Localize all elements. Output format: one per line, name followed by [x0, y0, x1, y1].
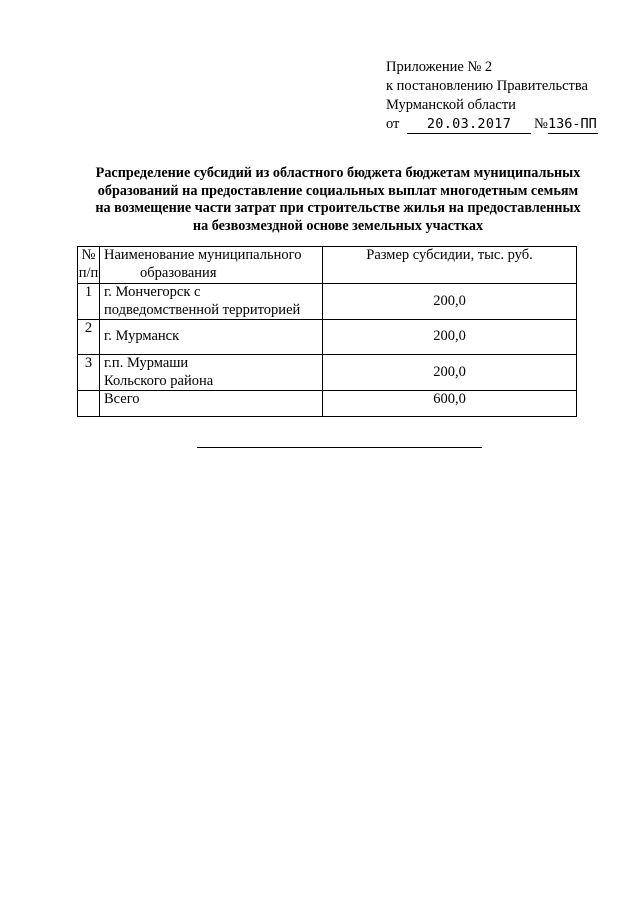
- total-number-empty: [78, 391, 100, 417]
- row-number: 2: [78, 320, 100, 355]
- title-line-1: Распределение субсидий из областного бюджета бюджетам муниципальных: [95, 165, 581, 181]
- decree-date: 20.03.2017: [407, 115, 531, 134]
- appendix-line-2: к постановлению Правительства: [386, 78, 588, 94]
- row-municipality: [100, 355, 323, 391]
- row-amount: 200,0: [323, 284, 577, 320]
- appendix-line-1: Приложение № 2: [386, 59, 493, 75]
- header-municipality: [100, 247, 323, 284]
- document-title: [68, 165, 608, 235]
- appendix-line-3: Мурманской области: [386, 97, 516, 113]
- subsidy-table: [77, 246, 577, 417]
- row-municipality-line-1: г. Мончегорск с: [104, 284, 201, 300]
- total-label: Всего: [100, 391, 323, 417]
- header-amount: Размер субсидии, тыс. руб.: [323, 247, 577, 284]
- table-row: [78, 284, 577, 320]
- table-header-row: [78, 247, 577, 284]
- appendix-header: [386, 58, 597, 135]
- row-municipality: [100, 284, 323, 320]
- table-total-row: [78, 391, 577, 417]
- header-municipality-line-2: образования: [140, 264, 217, 281]
- date-prefix: от: [386, 116, 400, 132]
- title-line-4: на безвозмездной основе земельных участках: [192, 217, 484, 234]
- row-municipality: [100, 320, 323, 355]
- title-line-2: образований на предоставление социальных выплат многодетным семьям: [97, 182, 579, 199]
- header-number-line-2: п/п: [78, 264, 99, 281]
- header-number-line-1: №: [81, 247, 96, 263]
- total-amount: 600,0: [323, 391, 577, 417]
- appendix-date-row: [386, 115, 597, 135]
- row-amount: 200,0: [323, 355, 577, 391]
- row-amount: 200,0: [323, 320, 577, 355]
- row-number: 1: [78, 284, 100, 320]
- row-municipality-line-1: г.п. Мурмаши: [104, 355, 189, 371]
- row-number: 3: [78, 355, 100, 391]
- row-municipality-line-2: Кольского района: [104, 372, 214, 389]
- decree-number: 136-ПП: [548, 116, 597, 132]
- header-municipality-line-1: Наименование муниципального: [104, 247, 302, 263]
- row-municipality-line-2: подведомственной территорией: [104, 301, 301, 318]
- table-row: [78, 355, 577, 391]
- number-sign: №: [534, 116, 548, 132]
- row-municipality-line-1: г. Мурманск: [104, 328, 180, 345]
- table-row: [78, 320, 577, 355]
- header-number: [78, 247, 100, 284]
- title-line-3: на возмещение части затрат при строительстве жилья на предоставленных: [95, 200, 581, 216]
- closing-divider: [197, 447, 482, 448]
